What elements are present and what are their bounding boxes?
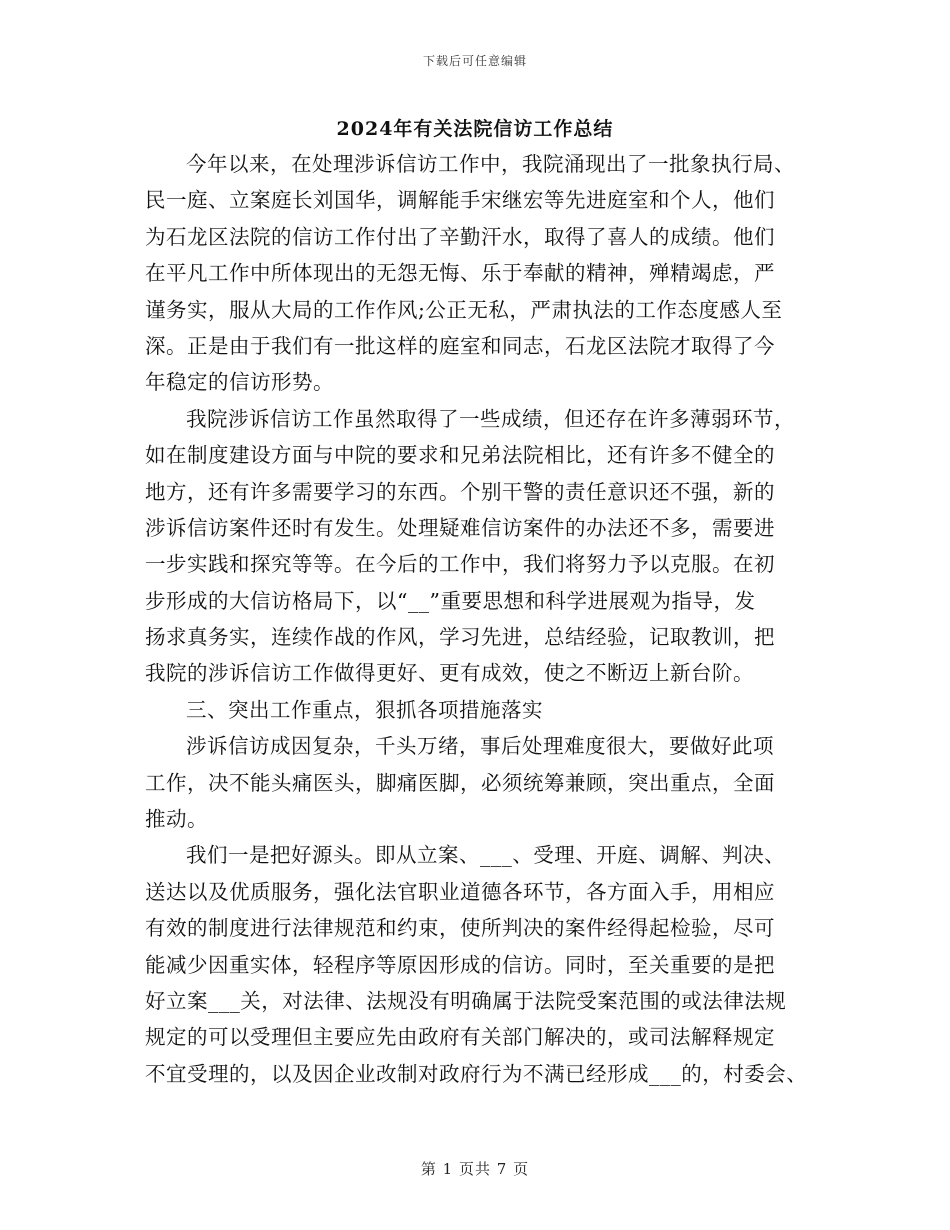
body-line: 在平凡工作中所体现出的无怨无悔、乐于奉献的精神，殚精竭虑，严 — [145, 261, 775, 286]
body-line: 我院涉诉信访工作虽然取得了一些成绩，但还存在许多薄弱环节， — [186, 406, 795, 431]
body-line: 地方，还有许多需要学习的东西。个别干警的责任意识还不强，新的 — [145, 479, 775, 504]
body-line: 一步实践和探究等等。在今后的工作中，我们将努力予以克服。在初 — [145, 552, 775, 577]
body-line: 有效的制度进行法律规范和约束，使所判决的案件经得起检验，尽可 — [145, 916, 775, 941]
body-line: 扬求真务实，连续作战的作风，学习先进，总结经验，记取教训，把 — [145, 625, 775, 650]
body-line: 工作，决不能头痛医头，脚痛医脚，必须统筹兼顾，突出重点，全面 — [145, 770, 775, 795]
body-line: 规定的可以受理但主要应先由政府有关部门解决的，或司法解释规定 — [145, 1025, 775, 1050]
body-line: 我院的涉诉信访工作做得更好、更有成效，使之不断迈上新台阶。 — [145, 661, 754, 686]
body-line: 推动。 — [145, 807, 208, 832]
body-line: 谨务实，服从大局的工作作风;公正无私，严肃执法的工作态度感人至 — [145, 297, 783, 322]
page-footer: 第 1 页共 7 页 — [420, 1160, 530, 1178]
body-line: 我们一是把好源头。即从立案、___、受理、开庭、调解、判决、 — [186, 843, 786, 868]
body-line: 涉诉信访案件还时有发生。处理疑难信访案件的办法还不多，需要进 — [145, 515, 775, 540]
body-line: 今年以来，在处理涉诉信访工作中，我院涌现出了一批象执行局、 — [186, 152, 795, 176]
document-title: 2024年有关法院信访工作总结 — [336, 118, 614, 140]
header-note: 下载后可任意编辑 — [422, 54, 527, 68]
body-line: 送达以及优质服务，强化法官职业道德各环节，各方面入手，用相应 — [145, 879, 775, 904]
body-line: 深。正是由于我们有一批这样的庭室和同志，石龙区法院才取得了今 — [145, 333, 775, 358]
section-heading: 三、突出工作重点，狠抓各项措施落实 — [186, 697, 543, 722]
body-line: 步形成的大信访格局下，以“__”重要思想和科学进展观为指导，发 — [145, 588, 756, 613]
body-line: 如在制度建设方面与中院的要求和兄弟法院相比，还有许多不健全的 — [145, 443, 775, 468]
body-line: 民一庭、立案庭长刘国华，调解能手宋继宏等先进庭室和个人，他们 — [145, 188, 775, 213]
body-line: 好立案___关，对法律、法规没有明确属于法院受案范围的或法律法规 — [145, 988, 787, 1013]
body-line: 为石龙区法院的信访工作付出了辛勤汗水，取得了喜人的成绩。他们 — [145, 224, 775, 249]
body-line: 涉诉信访成因复杂，千头万绪，事后处理难度很大，要做好此项 — [186, 734, 774, 759]
body-line: 年稳定的信访形势。 — [145, 370, 334, 395]
body-line: 能减少因重实体，轻程序等原因形成的信访。同时，至关重要的是把 — [145, 952, 775, 977]
body-line: 不宜受理的，以及因企业改制对政府行为不满已经形成___的，村委会、 — [145, 1061, 808, 1086]
document-body — [145, 146, 825, 1092]
